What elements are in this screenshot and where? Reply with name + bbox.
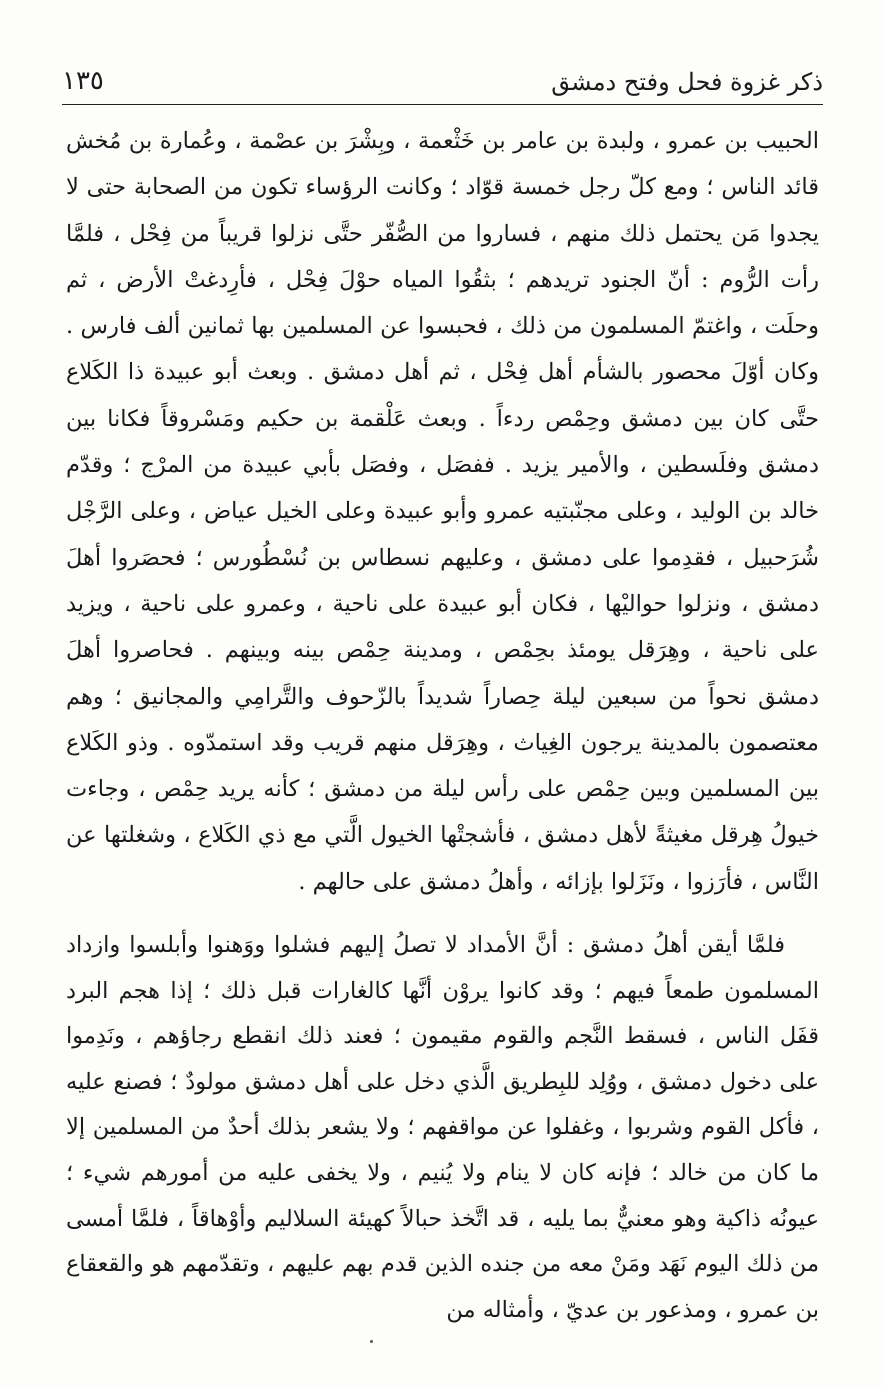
page-number: ١٣٥	[62, 66, 104, 96]
paragraph-1: الحبيب بن عمرو ، ولبدة بن عامر بن خَثْعمة ، وبِشْرَ بن عصْمة ، وعُمارة بن مُخش قائد الناس ؛ ومع كلّ رجل خمسة قوّاد ؛ وكانت الرؤساء تكون من الصحابة حتى لا يجدوا مَن يحتمل ذلك منهم ، فساروا من الصُّفّر حتَّى نزلوا قريباً من فِحْل ، فلمَّا رأت الرُّوم : أنّ الجنود تريدهم ؛ بثقُوا المياه حوْلَ فِحْل ، فأرِدغتْ الأرض ، ثم وحلَت ، واغتمّ المسلمون من ذلك ، فحبسوا عن المسلمين بها ثمانين ألف فارس . وكان أوّلَ محصور بالشأم أهل فِحْل ، ثم أهل دمشق . وبعث أبو عبيدة ذا الكَلاع حتَّى كان بين دمشق وحِمْص ردءاً . وبعث عَلْقمة بن حكيم ومَسْروقاً فكانا بين دمشق وفلَسطين ، والأمير يزيد . ففصَل ، وفصَل بأبي عبيدة من المرْج ؛ وقدّم خالد بن الوليد ، وعلى مجنّبتيه عمرو وأبو عبيدة وعلى الخيل عياض ، وعلى الرَّجْل شُرَحبيل ، فقدِموا على دمشق ، وعليهم نسطاس بن نُسْطُورس ؛ فحصَروا أهلَ دمشق ، ونزلوا حواليْها ، فكان أبو عبيدة على ناحية ، وعمرو على ناحية ، ويزيد على ناحية ، وهِرَقل يومئذ بحِمْص ، ومدينة حِمْص بينه وبينهم . فحاصروا أهلَ دمشق نحواً من سبعين ليلة حِصاراً شديداً بالزّحوف والتَّرامِي والمجانيق ؛ وهم معتصمون بالمدينة يرجون الغِياث ، وهِرَقل منهم قريب وقد استمدّوه . وذو الكَلاع بين المسلمين وبين حِمْص على رأس ليلة من دمشق ؛ كأنه يريد حِمْص ، وجاءت خيولُ هِرقل مغيثةً لأهل دمشق ، فأشجتْها الخيول الَّتي مع ذي الكَلاع ، وشغلتها عن النَّاس ، فأرَزوا ، ونَزَلوا بإزائه ، وأهلُ دمشق على حالهم .	[66, 128, 819, 895]
header-rule	[62, 104, 823, 105]
paragraph-2: فلمَّا أيقن أهلُ دمشق : أنَّ الأمداد لا تصلُ إليهم فشلوا ووَهنوا وأبلسوا وازداد المسلمون طمعاً فيهم ؛ وقد كانوا يروْن أنَّها كالغارات قبل ذلك ؛ إذا هجم البرد قفَل الناس ، فسقط النَّجم والقوم مقيمون ؛ فعند ذلك انقطع رجاؤهم ، ونَدِموا على دخول دمشق ، ووُلِد للبِطريق الَّذي دخل على أهل دمشق مولودٌ ؛ فصنع عليه ، فأكل القوم وشربوا ، وغفلوا عن مواقفهم ؛ ولا يشعر بذلك أحدٌ من المسلمين إلا ما كان من خالد ؛ فإنه كان لا ينام ولا يُنيم ، ولا يخفى عليه من أمورهم شيء ؛ عيونُه ذاكية وهو معنيٌّ بما يليه ، قد اتَّخذ حبالاً كهيئة السلاليم وأوْهاقاً ، فلمَّا أمسى من ذلك اليوم نَهَد ومَنْ معه من جنده الذين قدم بهم عليهم ، وتقدّمهم هو والقعقاع بن عمرو ، ومذعور بن عديّ ، وأمثاله من	[66, 932, 819, 1323]
page-speck	[370, 1340, 373, 1343]
running-header	[62, 52, 823, 96]
chapter-title: ذكر غزوة فحل وفتح دمشق	[551, 68, 823, 96]
